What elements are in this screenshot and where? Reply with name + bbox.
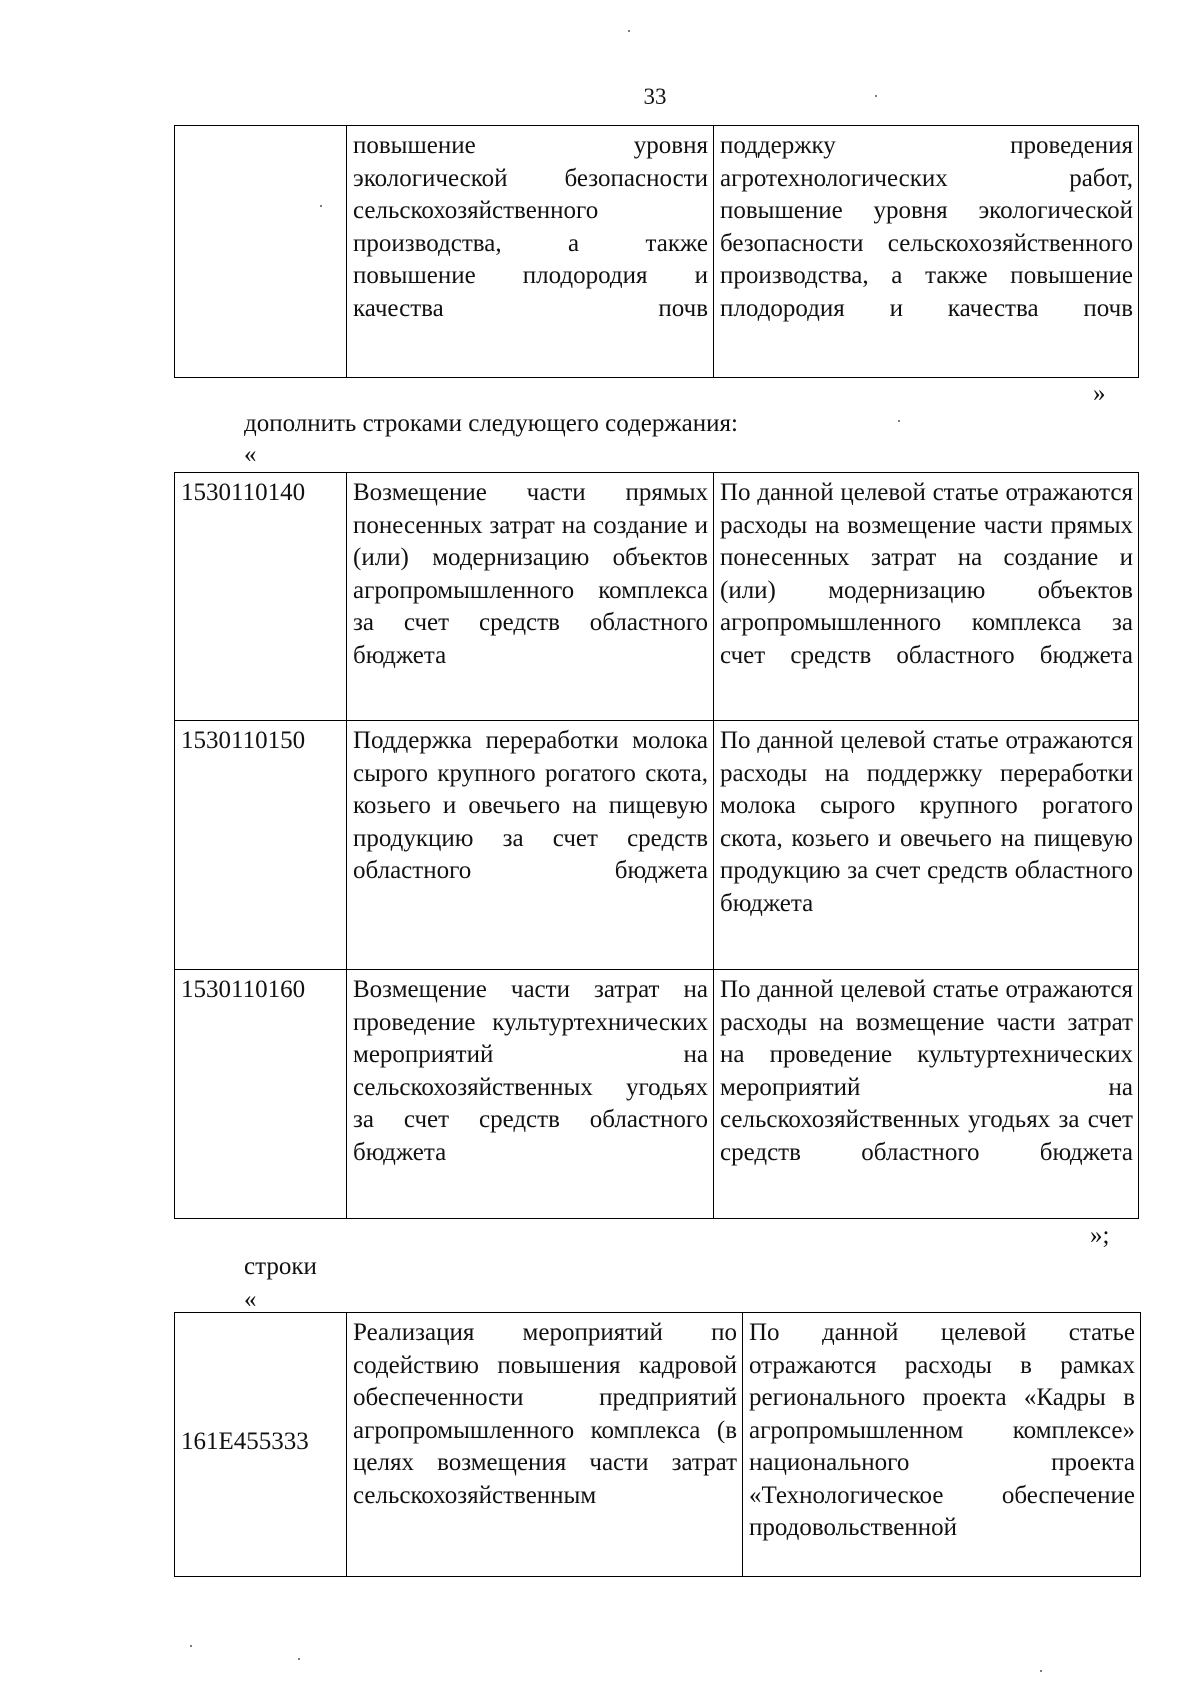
- row-description-cell: [743, 1313, 1141, 1577]
- row-description-text: По данной целевой статье отражаются расходы на возмещение части затрат на проведение культуртехнических мероприятий на сельскохозяйственных угодьях за счет средств областного бюджета: [720, 976, 1133, 1166]
- table-row: [175, 721, 1139, 970]
- classification-table-continued: [174, 125, 1139, 378]
- instruction-text: строки: [244, 1253, 317, 1280]
- scan-speck: [1040, 1670, 1042, 1672]
- row-description-text: поддержку проведения агротехнологических работ, повышение уровня экологической безопасности сельскохозяйственного производства, а также повышение плодородия и качества почв: [720, 132, 1133, 322]
- scan-speck: [898, 420, 900, 422]
- table-row: [175, 970, 1139, 1219]
- row-description-cell: [714, 721, 1139, 970]
- row-name-text: повышение уровня экологической безопасности сельскохозяйственного производства, а также повышение плодородия и качества почв: [353, 132, 708, 322]
- row-name-text: Возмещение части затрат на проведение культуртехнических мероприятий на сельскохозяйственных угодьях за счет средств областного бюджета: [353, 976, 708, 1166]
- row-description-cell: [714, 126, 1139, 378]
- row-code-cell: 1530110150: [175, 721, 347, 970]
- row-name-cell: [347, 1313, 743, 1577]
- closing-quote: »: [1093, 380, 1106, 407]
- scan-speck: [875, 95, 877, 97]
- page-number: 33: [643, 84, 667, 109]
- row-name-text: Возмещение части прямых понесенных затрат на создание и (или) модернизацию объектов агропромышленного комплекса за счет средств областного бюджета: [353, 479, 708, 669]
- instruction-text: дополнить строками следующего содержания:: [244, 410, 738, 437]
- row-code-cell: 1530110160: [175, 970, 347, 1219]
- closing-quote: »;: [1090, 1222, 1110, 1249]
- row-description-text: По данной целевой статье отражаются расходы в рамках регионального проекта «Кадры в агропромышленном комплексе» национального проекта «Технологическое обеспечение продовольственной: [749, 1319, 1135, 1541]
- scan-speck: [190, 1645, 192, 1647]
- scan-speck: [320, 205, 322, 207]
- row-code-cell: 1530110140: [175, 473, 347, 721]
- row-name-cell: [347, 970, 714, 1219]
- table-row: [175, 473, 1139, 721]
- row-name-text: Реализация мероприятий по содействию повышения кадровой обеспеченности предприятий агропромышленного комплекса (в целях возмещения части затрат сельскохозяйственным: [353, 1319, 737, 1509]
- row-description-text: По данной целевой статье отражаются расходы на возмещение части прямых понесенных затрат на создание и (или) модернизацию объектов агропромышленного комплекса за счет средств областного бюджета: [720, 479, 1133, 669]
- row-name-cell: [347, 473, 714, 721]
- row-description-cell: [714, 473, 1139, 721]
- scan-speck: [628, 30, 630, 32]
- row-name-cell: [347, 721, 714, 970]
- row-name-cell: [347, 126, 714, 378]
- row-code-cell: [175, 126, 347, 378]
- row-code-cell: 161E455333: [175, 1313, 347, 1577]
- row-description-cell: [714, 970, 1139, 1219]
- row-description-text: По данной целевой статье отражаются расходы на поддержку переработки молока сырого крупного рогатого скота, козьего и овечьего на пищевую продукцию за счет средств областного бюджета: [720, 727, 1133, 917]
- table-row: [175, 1313, 1141, 1577]
- added-rows-table: [174, 472, 1139, 1219]
- scan-speck: [298, 1658, 300, 1660]
- table-row: [175, 126, 1139, 378]
- row-name-text: Поддержка переработки молока сырого крупного рогатого скота, козьего и овечьего на пищевую продукцию за счет средств областного бюджета: [353, 727, 708, 884]
- replaced-rows-table: [174, 1312, 1141, 1577]
- opening-quote: «: [244, 441, 257, 468]
- opening-quote: «: [244, 1286, 257, 1313]
